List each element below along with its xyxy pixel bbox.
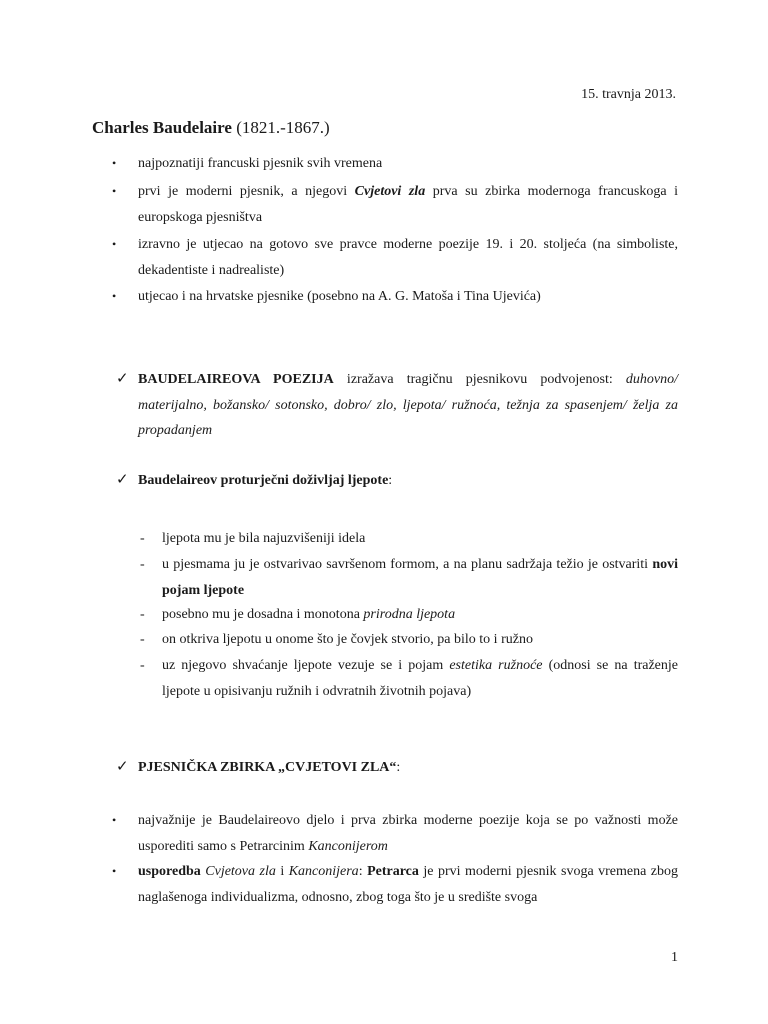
section-poetry: ✓ BAUDELAIREOVA POEZIJA izražava tragičnu pjesnikovu podvojenost: duhovno/ materijalno, božansko/ sotonsko, dobro/ zlo, ljepota/ ružnoća, težnja za spasenjem/ želja za propadanjem (116, 367, 678, 444)
dash-icon: - (140, 607, 145, 622)
page-title (92, 118, 330, 138)
list-item: • utjecao i na hrvatske pjesnike (posebno na A. G. Matoša i Tina Ujevića) (112, 284, 678, 310)
bullet-icon: • (112, 813, 117, 827)
list-item: • najvažnije je Baudelaireovo djelo i prva zbirka moderne poezije koja se po važnosti može usporediti samo s Petrarcinim Kanconijerom (112, 808, 678, 859)
dash-icon: - (140, 557, 145, 572)
checkmark-icon: ✓ (116, 759, 129, 775)
section-collection: ✓ PJESNIČKA ZBIRKA „CVJETOVI ZLA“: (116, 755, 678, 781)
bullet-icon: • (112, 289, 117, 303)
list-item: • najpoznatiji francuski pjesnik svih vremena (112, 151, 678, 177)
document-date: 15. travnja 2013. (581, 87, 676, 102)
bullet-icon: • (112, 237, 117, 251)
section-beauty: ✓ Baudelaireov proturječni doživljaj ljepote: (116, 468, 678, 494)
checkmark-icon: ✓ (116, 472, 129, 488)
bullet-icon: • (112, 184, 117, 198)
dash-icon: - (140, 632, 145, 647)
dash-icon: - (140, 658, 145, 673)
section-heading: Baudelaireov proturječni doživljaj ljepote (138, 473, 389, 488)
dash-icon: - (140, 531, 145, 546)
title-years: (1821.-1867.) (236, 118, 330, 137)
page-number: 1 (671, 950, 678, 965)
list-item: • izravno je utjecao na gotovo sve pravce moderne poezije 19. i 20. stoljeća (na simboliste, dekadentiste i nadrealiste) (112, 232, 678, 283)
section-heading: PJESNIČKA ZBIRKA „CVJETOVI ZLA“ (138, 760, 397, 775)
list-item: - u pjesmama ju je ostvarivao savršenom formom, a na planu sadržaja težio je ostvariti novi pojam ljepote (140, 552, 678, 603)
bullet-icon: • (112, 864, 117, 878)
list-item: • usporedba Cvjetova zla i Kanconijera: Petrarca je prvi moderni pjesnik svoga vremena zbog naglašenoga individualizma, odnosno, zbog toga što je u središte svoga (112, 859, 678, 910)
list-item: - posebno mu je dosadna i monotona prirodna ljepota (140, 602, 678, 628)
section-heading: BAUDELAIREOVA POEZIJA (138, 372, 334, 387)
list-item: - on otkriva ljepotu u onome što je čovjek stvorio, pa bilo to i ružno (140, 627, 678, 653)
list-item: • prvi je moderni pjesnik, a njegovi Cvjetovi zla prva su zbirka modernoga francuskoga i europskoga pjesništva (112, 179, 678, 230)
list-item: - ljepota mu je bila najuzvišeniji idela (140, 526, 678, 552)
title-name: Charles Baudelaire (92, 118, 232, 137)
bullet-icon: • (112, 156, 117, 170)
list-item: - uz njegovo shvaćanje ljepote vezuje se i pojam estetika ružnoće (odnosi se na traženje ljepote u opisivanju ružnih i odvratnih životnih pojava) (140, 653, 678, 704)
checkmark-icon: ✓ (116, 371, 129, 387)
